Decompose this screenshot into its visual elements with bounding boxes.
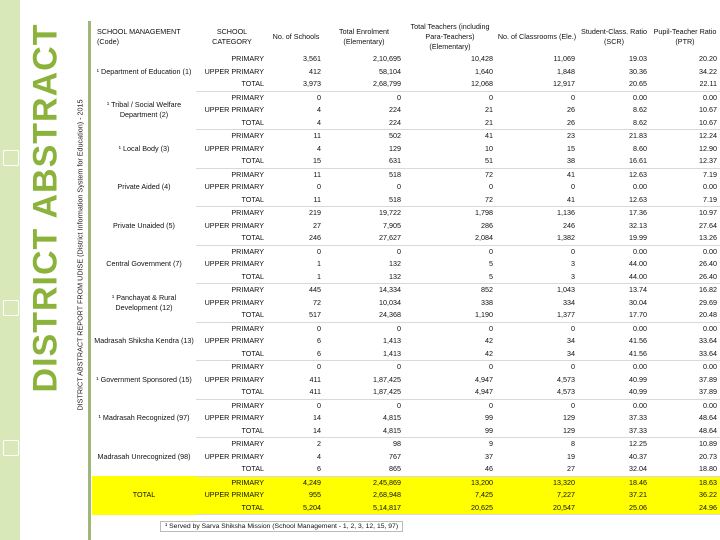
table-row [92, 284, 720, 297]
value-cell: 48.64 [699, 413, 717, 423]
category-cell: UPPER PRIMARY [204, 336, 264, 346]
value-cell: 334 [563, 297, 575, 307]
value-cell: 33.64 [699, 336, 717, 346]
category-cell: PRIMARY [231, 208, 264, 218]
value-cell: 0 [317, 92, 321, 102]
value-cell: 4 [317, 451, 321, 461]
value-cell: 129 [389, 143, 401, 153]
value-cell: 3 [496, 271, 578, 284]
value-cell: 72 [485, 169, 493, 179]
value-cell: 98 [393, 439, 401, 449]
value-cell: 13.26 [650, 232, 720, 245]
category-cell: TOTAL [196, 155, 268, 168]
value-cell: 26.40 [699, 259, 717, 269]
value-cell: 17.36 [629, 208, 647, 218]
value-cell: 44.00 [578, 271, 650, 284]
value-cell: 11 [268, 194, 324, 207]
category-cell: PRIMARY [231, 362, 264, 372]
value-cell: 33.64 [650, 348, 720, 361]
value-cell: 0 [397, 400, 401, 410]
value-cell: 24.96 [650, 502, 720, 515]
value-cell: 0.00 [703, 323, 717, 333]
column-header: SCHOOL MANAGEMENT (Code) [97, 27, 181, 46]
value-cell: 1 [268, 271, 324, 284]
category-cell: TOTAL [196, 348, 268, 361]
value-cell: 412 [309, 66, 321, 76]
table-header-row [92, 21, 720, 53]
value-cell: 10 [485, 143, 493, 153]
value-cell: 852 [481, 285, 493, 295]
value-cell: 14 [313, 413, 321, 423]
value-cell: 15 [567, 143, 575, 153]
category-cell: UPPER PRIMARY [204, 143, 264, 153]
value-cell: 25.06 [578, 502, 650, 515]
value-cell: 0 [397, 323, 401, 333]
value-cell: 20.48 [650, 309, 720, 322]
value-cell: 41 [496, 194, 578, 207]
value-cell: 0.00 [703, 92, 717, 102]
value-cell: 1,382 [496, 232, 578, 245]
value-cell: 13,320 [496, 476, 578, 489]
value-cell: 51 [404, 155, 496, 168]
table-row [92, 91, 720, 104]
side-decoration-band [0, 0, 20, 540]
value-cell: 30.36 [629, 66, 647, 76]
category-cell: UPPER PRIMARY [204, 220, 264, 230]
value-cell: 27.64 [699, 220, 717, 230]
table-row [92, 245, 720, 258]
value-cell: 1,190 [404, 309, 496, 322]
category-cell: PRIMARY [231, 323, 264, 333]
category-cell: TOTAL [196, 194, 268, 207]
value-cell: 11 [313, 169, 321, 179]
decorative-square [3, 440, 19, 456]
value-cell: 3 [571, 259, 575, 269]
value-cell: 0 [397, 92, 401, 102]
value-cell: 37.33 [629, 413, 647, 423]
value-cell: 7.19 [650, 194, 720, 207]
category-cell: UPPER PRIMARY [204, 374, 264, 384]
value-cell: 0.00 [633, 182, 647, 192]
value-cell: 0.00 [703, 246, 717, 256]
value-cell: 27 [496, 463, 578, 476]
value-cell: 767 [389, 451, 401, 461]
category-cell: PRIMARY [231, 131, 264, 141]
column-header: Student-Class. Ratio (SCR) [581, 27, 647, 46]
value-cell: 13,200 [404, 476, 496, 489]
value-cell: 1,798 [475, 208, 493, 218]
value-cell: 37.21 [578, 489, 650, 502]
value-cell: 19,722 [379, 208, 401, 218]
value-cell: 2,45,869 [324, 476, 404, 489]
value-cell: 0 [489, 400, 493, 410]
value-cell: 58,104 [379, 66, 401, 76]
value-cell: 15 [268, 155, 324, 168]
value-cell: 4 [317, 143, 321, 153]
value-cell: 1,848 [557, 66, 575, 76]
value-cell: 41.56 [578, 348, 650, 361]
district-abstract-table [92, 21, 720, 515]
value-cell: 518 [324, 194, 404, 207]
value-cell: 14,334 [379, 285, 401, 295]
value-cell: 1,640 [475, 66, 493, 76]
value-cell: 32.13 [629, 220, 647, 230]
value-cell: 12.37 [650, 155, 720, 168]
value-cell: 132 [324, 271, 404, 284]
value-cell: 411 [268, 386, 324, 399]
value-cell: 10.97 [699, 208, 717, 218]
value-cell: 0 [571, 323, 575, 333]
management-label: ¹ Department of Education (1) [96, 67, 192, 76]
value-cell: 8 [571, 439, 575, 449]
value-cell: 18.80 [650, 463, 720, 476]
value-cell: 246 [563, 220, 575, 230]
value-cell: 7,905 [383, 220, 401, 230]
management-label: Private Unaided (5) [113, 220, 175, 230]
column-header: Total Enrolment (Elementary) [339, 27, 389, 46]
value-cell: 37.89 [650, 386, 720, 399]
table-row [92, 361, 720, 374]
value-cell: 0.00 [633, 246, 647, 256]
value-cell: 5 [489, 259, 493, 269]
value-cell: 2 [317, 439, 321, 449]
value-cell: 40.99 [578, 386, 650, 399]
value-cell: 44.00 [629, 259, 647, 269]
value-cell: 72 [404, 194, 496, 207]
value-cell: 224 [324, 117, 404, 130]
value-cell: 3,561 [303, 54, 321, 64]
value-cell: 631 [324, 155, 404, 168]
value-cell: 10,034 [379, 297, 401, 307]
value-cell: 17.70 [578, 309, 650, 322]
value-cell: 16.82 [699, 285, 717, 295]
management-label: TOTAL [92, 476, 196, 515]
value-cell: 0 [571, 246, 575, 256]
management-label: ¹ Madrasah Recognized (97) [98, 413, 190, 423]
value-cell: 37.89 [699, 374, 717, 384]
value-cell: 0 [489, 362, 493, 372]
category-cell: TOTAL [196, 463, 268, 476]
value-cell: 517 [268, 309, 324, 322]
value-cell: 12.90 [699, 143, 717, 153]
category-cell: TOTAL [196, 425, 268, 438]
category-cell: PRIMARY [231, 285, 264, 295]
value-cell: 4,815 [383, 413, 401, 423]
value-cell: 23 [567, 131, 575, 141]
management-label: Private Aided (4) [117, 182, 171, 192]
value-cell: 1,043 [557, 285, 575, 295]
value-cell: 955 [268, 489, 324, 502]
value-cell: 0 [571, 400, 575, 410]
value-cell: 865 [324, 463, 404, 476]
column-header: No. of Classrooms (Ele.) [497, 32, 577, 41]
value-cell: 2,68,948 [324, 489, 404, 502]
value-cell: 0.00 [703, 182, 717, 192]
management-label: ¹ Local Body (3) [118, 143, 170, 153]
value-cell: 22.11 [650, 78, 720, 91]
value-cell: 1,87,425 [324, 386, 404, 399]
column-header: Pupil-Teacher Ratio (PTR) [653, 27, 717, 46]
value-cell: 502 [389, 131, 401, 141]
value-cell: 18.46 [578, 476, 650, 489]
value-cell: 34 [567, 336, 575, 346]
value-cell: 0.00 [633, 400, 647, 410]
value-cell: 21 [404, 117, 496, 130]
decorative-square [3, 300, 19, 316]
page-title: DISTRICT ABSTRACT [26, 23, 65, 393]
value-cell: 27 [313, 220, 321, 230]
value-cell: 20.65 [578, 78, 650, 91]
value-cell: 21 [485, 105, 493, 115]
value-cell: 13.74 [629, 285, 647, 295]
value-cell: 10.67 [650, 117, 720, 130]
value-cell: 0 [317, 182, 321, 192]
value-cell: 26.40 [650, 271, 720, 284]
category-cell: TOTAL [196, 78, 268, 91]
value-cell: 411 [309, 374, 321, 384]
value-cell: 19.03 [629, 54, 647, 64]
value-cell: 0.00 [633, 362, 647, 372]
value-cell: 41.56 [629, 336, 647, 346]
value-cell: 286 [481, 220, 493, 230]
value-cell: 72 [313, 297, 321, 307]
value-cell: 40.99 [629, 374, 647, 384]
category-cell: UPPER PRIMARY [204, 451, 264, 461]
value-cell: 11,069 [553, 54, 575, 64]
value-cell: 338 [481, 297, 493, 307]
value-cell: 32.04 [578, 463, 650, 476]
value-cell: 1,413 [324, 348, 404, 361]
value-cell: 1,413 [383, 336, 401, 346]
value-cell: 41 [485, 131, 493, 141]
footnote: ¹ Served by Sarva Shiksha Mission (School Management - 1, 2, 3, 12, 15, 97) [160, 521, 403, 532]
value-cell: 0 [489, 182, 493, 192]
value-cell: 12.24 [699, 131, 717, 141]
value-cell: 40.37 [629, 451, 647, 461]
value-cell: 0.00 [633, 92, 647, 102]
value-cell: 29.69 [699, 297, 717, 307]
value-cell: 4,249 [268, 476, 324, 489]
value-cell: 1 [317, 259, 321, 269]
value-cell: 26 [567, 105, 575, 115]
value-cell: 0 [317, 362, 321, 372]
category-cell: TOTAL [196, 386, 268, 399]
value-cell: 2,10,695 [373, 54, 401, 64]
value-cell: 20,625 [404, 502, 496, 515]
value-cell: 38 [496, 155, 578, 168]
category-cell: PRIMARY [231, 246, 264, 256]
value-cell: 219 [309, 208, 321, 218]
value-cell: 129 [563, 413, 575, 423]
value-cell: 10.67 [699, 105, 717, 115]
category-cell: UPPER PRIMARY [196, 489, 268, 502]
value-cell: 27,627 [324, 232, 404, 245]
value-cell: 4 [268, 117, 324, 130]
management-label: ¹ Panchayat & Rural Development (12) [111, 292, 177, 312]
table-body [92, 53, 720, 515]
value-cell: 0.00 [633, 323, 647, 333]
management-label: ¹ Government Sponsored (15) [96, 374, 192, 384]
value-cell: 12.63 [629, 169, 647, 179]
management-label: Madrasah Shiksha Kendra (13) [94, 336, 194, 346]
value-cell: 8.60 [633, 143, 647, 153]
category-cell: PRIMARY [231, 439, 264, 449]
category-cell: PRIMARY [231, 92, 264, 102]
value-cell: 5,204 [268, 502, 324, 515]
management-label: Madrasah Unrecognized (98) [97, 451, 191, 461]
divider-line [88, 21, 91, 540]
value-cell: 3,973 [268, 78, 324, 91]
value-cell: 7,425 [404, 489, 496, 502]
value-cell: 9 [489, 439, 493, 449]
value-cell: 34 [496, 348, 578, 361]
category-cell: TOTAL [196, 117, 268, 130]
value-cell: 11 [313, 131, 321, 141]
table-row [92, 476, 720, 489]
value-cell: 6 [268, 348, 324, 361]
category-cell: UPPER PRIMARY [204, 297, 264, 307]
category-cell: PRIMARY [196, 476, 268, 489]
value-cell: 99 [404, 425, 496, 438]
value-cell: 0 [397, 182, 401, 192]
value-cell: 12,068 [404, 78, 496, 91]
value-cell: 1,377 [496, 309, 578, 322]
value-cell: 37 [485, 451, 493, 461]
value-cell: 7,227 [496, 489, 578, 502]
value-cell: 2,68,799 [324, 78, 404, 91]
value-cell: 0 [397, 362, 401, 372]
value-cell: 246 [268, 232, 324, 245]
value-cell: 8.62 [633, 105, 647, 115]
value-cell: 0 [489, 92, 493, 102]
category-cell: PRIMARY [231, 54, 264, 64]
management-label: ¹ Tribal / Social Welfare Department (2) [106, 100, 182, 120]
value-cell: 1,136 [557, 208, 575, 218]
value-cell: 0.00 [703, 362, 717, 372]
category-cell: PRIMARY [231, 169, 264, 179]
value-cell: 0 [571, 182, 575, 192]
value-cell: 24,368 [324, 309, 404, 322]
value-cell: 5 [404, 271, 496, 284]
category-cell: TOTAL [196, 271, 268, 284]
column-header: SCHOOL CATEGORY [212, 27, 252, 46]
value-cell: 12.63 [578, 194, 650, 207]
value-cell: 10.89 [699, 439, 717, 449]
value-cell: 6 [317, 336, 321, 346]
value-cell: 0 [317, 400, 321, 410]
value-cell: 0 [571, 92, 575, 102]
value-cell: 4,947 [404, 386, 496, 399]
value-cell: 4,815 [324, 425, 404, 438]
value-cell: 14 [268, 425, 324, 438]
category-cell: TOTAL [196, 502, 268, 515]
value-cell: 26 [496, 117, 578, 130]
decorative-square [3, 150, 19, 166]
value-cell: 0 [571, 362, 575, 372]
value-cell: 34.22 [699, 66, 717, 76]
category-cell: UPPER PRIMARY [204, 105, 264, 115]
page-subtitle: DISTRICT ABSTRACT REPORT FROM UDISE (District Information System for Education) - 2015 [75, 99, 85, 411]
value-cell: 0 [489, 323, 493, 333]
value-cell: 36.22 [650, 489, 720, 502]
value-cell: 42 [485, 336, 493, 346]
value-cell: 16.61 [578, 155, 650, 168]
value-cell: 445 [309, 285, 321, 295]
value-cell: 20.20 [699, 54, 717, 64]
table-row [92, 399, 720, 412]
category-cell: PRIMARY [231, 400, 264, 410]
value-cell: 0 [317, 246, 321, 256]
value-cell: 42 [404, 348, 496, 361]
table-row [92, 130, 720, 143]
value-cell: 19 [567, 451, 575, 461]
value-cell: 30.04 [629, 297, 647, 307]
value-cell: 2,084 [404, 232, 496, 245]
value-cell: 0 [489, 246, 493, 256]
category-cell: UPPER PRIMARY [204, 259, 264, 269]
value-cell: 518 [389, 169, 401, 179]
value-cell: 129 [496, 425, 578, 438]
value-cell: 20.73 [699, 451, 717, 461]
value-cell: 20,547 [496, 502, 578, 515]
category-cell: UPPER PRIMARY [204, 413, 264, 423]
value-cell: 5,14,817 [324, 502, 404, 515]
category-cell: UPPER PRIMARY [204, 66, 264, 76]
value-cell: 6 [268, 463, 324, 476]
value-cell: 0.00 [703, 400, 717, 410]
value-cell: 12,917 [496, 78, 578, 91]
value-cell: 18.63 [650, 476, 720, 489]
table-row [92, 168, 720, 181]
table-row [92, 438, 720, 451]
table-row [92, 207, 720, 220]
value-cell: 99 [485, 413, 493, 423]
value-cell: 132 [389, 259, 401, 269]
value-cell: 12.25 [629, 439, 647, 449]
value-cell: 4 [317, 105, 321, 115]
category-cell: TOTAL [196, 309, 268, 322]
value-cell: 1,87,425 [373, 374, 401, 384]
value-cell: 48.64 [650, 425, 720, 438]
category-cell: UPPER PRIMARY [204, 182, 264, 192]
value-cell: 224 [389, 105, 401, 115]
value-cell: 0 [397, 246, 401, 256]
value-cell: 21.83 [629, 131, 647, 141]
value-cell: 37.33 [578, 425, 650, 438]
value-cell: 7.19 [703, 169, 717, 179]
value-cell: 41 [567, 169, 575, 179]
value-cell: 8.62 [578, 117, 650, 130]
table-row [92, 53, 720, 66]
value-cell: 10,428 [471, 54, 493, 64]
category-cell: TOTAL [196, 232, 268, 245]
value-cell: 4,947 [475, 374, 493, 384]
management-label: Central Government (7) [106, 259, 182, 269]
table-row [92, 322, 720, 335]
value-cell: 0 [317, 323, 321, 333]
value-cell: 46 [404, 463, 496, 476]
value-cell: 4,573 [496, 386, 578, 399]
value-cell: 4,573 [557, 374, 575, 384]
column-header: Total Teachers (including Para-Teachers) (Elementary) [410, 22, 490, 51]
column-header: No. of Schools [272, 32, 320, 41]
value-cell: 19.99 [578, 232, 650, 245]
